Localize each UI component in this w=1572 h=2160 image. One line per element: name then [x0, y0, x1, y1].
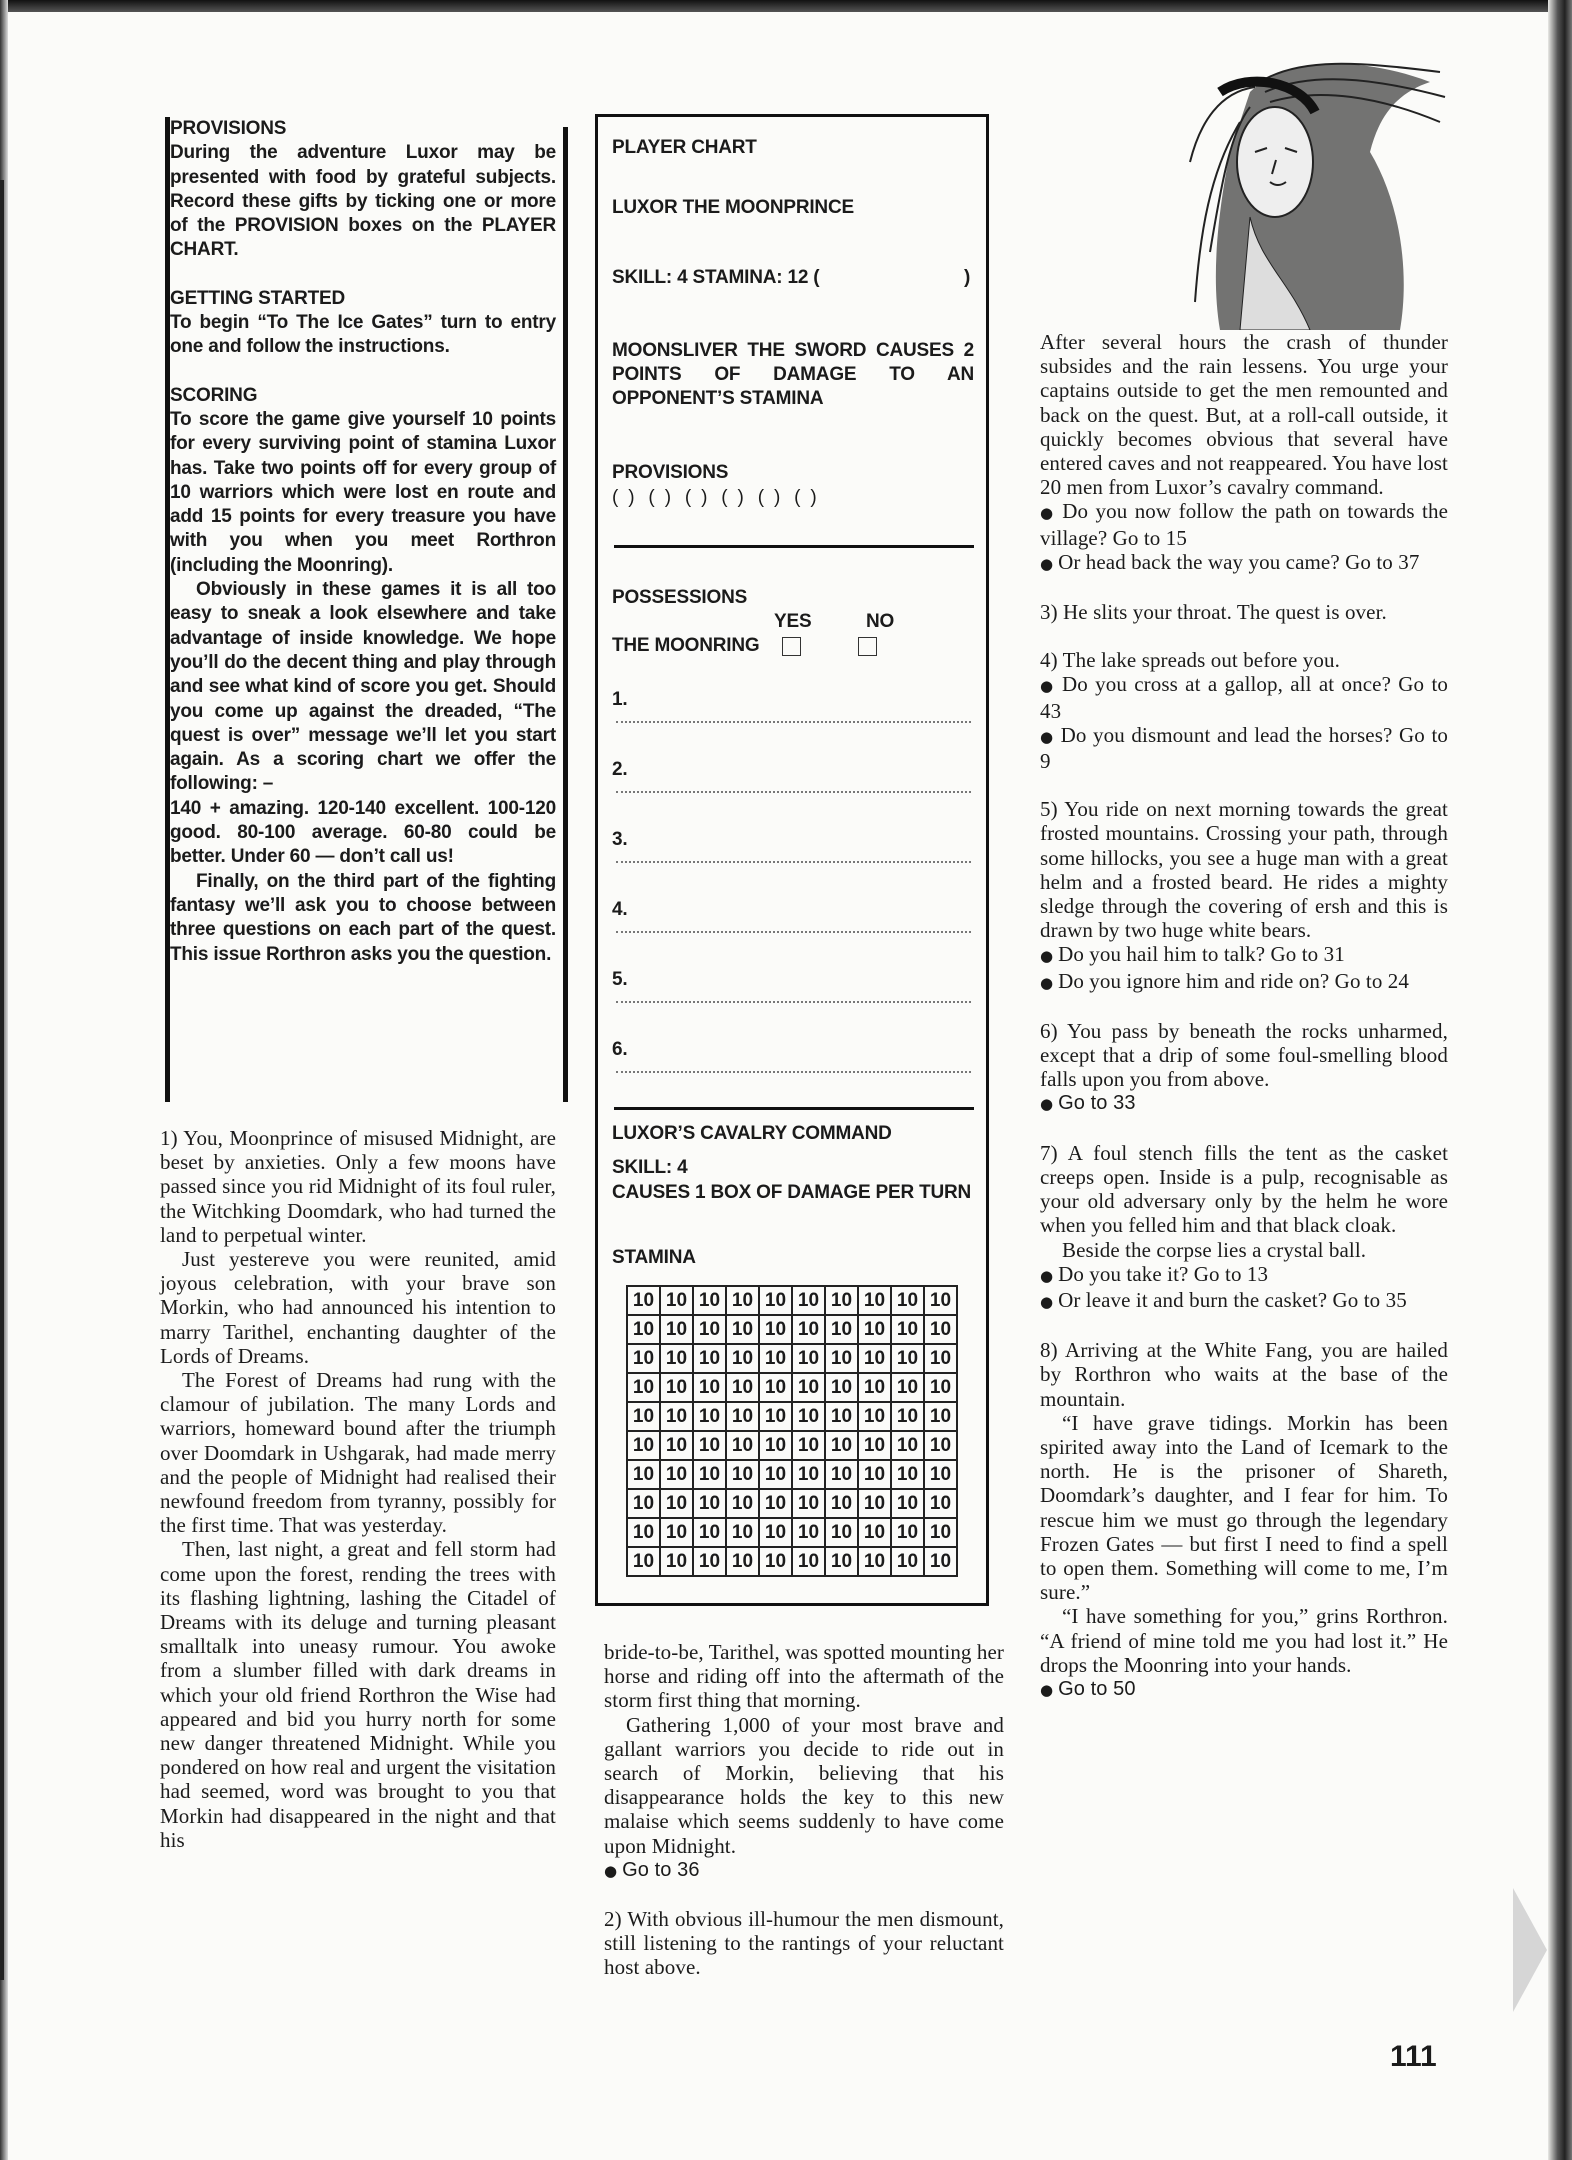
stamina-box[interactable]: 10: [792, 1344, 825, 1373]
stamina-box[interactable]: 10: [693, 1547, 726, 1576]
stamina-box[interactable]: 10: [660, 1518, 693, 1547]
stamina-box[interactable]: 10: [627, 1460, 660, 1489]
stamina-box[interactable]: 10: [759, 1344, 792, 1373]
stamina-box[interactable]: 10: [627, 1431, 660, 1460]
stamina-box[interactable]: 10: [660, 1489, 693, 1518]
stamina-box[interactable]: 10: [891, 1431, 924, 1460]
stamina-box[interactable]: 10: [660, 1460, 693, 1489]
stamina-box[interactable]: 10: [858, 1431, 891, 1460]
stamina-row: [627, 1402, 957, 1431]
story-paragraph: 7) A foul stench fills the tent as the casket creeps open. Inside is a pulp, recognisable as your old adversary only by the helm he wore when you felled him and that black cloak.: [1040, 1140, 1448, 1238]
story-paragraph: Beside the corpse lies a crystal ball.: [1062, 1237, 1367, 1262]
stamina-row: [627, 1344, 957, 1373]
stamina-box[interactable]: 10: [924, 1547, 957, 1576]
cavalry-title: LUXOR’S CAVALRY COMMAND: [612, 1123, 892, 1144]
choice-option: ● Do you ignore him and ride on? Go to 24: [1040, 969, 1448, 995]
stamina-box[interactable]: 10: [858, 1344, 891, 1373]
stamina-box[interactable]: 10: [759, 1402, 792, 1431]
stamina-box[interactable]: 10: [825, 1315, 858, 1344]
stamina-box[interactable]: 10: [660, 1547, 693, 1576]
stamina-row: [627, 1460, 957, 1489]
stamina-box[interactable]: 10: [858, 1402, 891, 1431]
stamina-box[interactable]: 10: [825, 1460, 858, 1489]
stamina-row: [627, 1547, 957, 1576]
stamina-box[interactable]: 10: [726, 1460, 759, 1489]
section-paragraph: To score the game give yourself 10 points for every surviving point of stamina Luxor has. Take two points off for every group of 10 warriors which were lost en route and add 15 points for every treasure you have with you when you meet Rorthron (including the Moonring).: [170, 408, 556, 576]
stamina-box[interactable]: 10: [726, 1344, 759, 1373]
stamina-box[interactable]: 10: [792, 1315, 825, 1344]
section-paragraph: 140 + amazing. 120-140 excellent. 100-120 good. 80-100 average. 60-80 could be better. Under 60 — don’t call us!: [170, 797, 556, 868]
stamina-box[interactable]: 10: [891, 1518, 924, 1547]
stamina-box[interactable]: 10: [825, 1373, 858, 1402]
stamina-box[interactable]: 10: [759, 1286, 792, 1315]
story-paragraph: The Forest of Dreams had rung with the clamour of jubilation. The many Lords and warriors, homeward bound after the triumph over Doomdark in Ushgarak, had made merry and the people of Midnight had realised their newfound freedom from tyranny, possibly for the first time. That was yesterday.: [160, 1368, 556, 1538]
stamina-box[interactable]: 10: [891, 1489, 924, 1518]
provisions-label: PROVISIONS: [612, 462, 729, 483]
possession-slot-line[interactable]: [616, 791, 971, 793]
possession-slot-line[interactable]: [616, 1071, 971, 1073]
possession-slot-number: 1.: [612, 689, 628, 710]
weapon-description: MOONSLIVER THE SWORD CAUSES 2 POINTS OF DAMAGE TO AN OPPONENT’S STAMINA: [612, 340, 974, 409]
stamina-box[interactable]: 10: [924, 1460, 957, 1489]
stamina-box[interactable]: 10: [726, 1431, 759, 1460]
stamina-box[interactable]: 10: [627, 1315, 660, 1344]
stamina-box[interactable]: 10: [891, 1402, 924, 1431]
provision-box[interactable]: ( ): [684, 487, 708, 508]
stamina-box[interactable]: 10: [726, 1489, 759, 1518]
stamina-box[interactable]: 10: [858, 1518, 891, 1547]
choice-option: ● Do you hail him to talk? Go to 31: [1040, 942, 1448, 968]
stamina-box[interactable]: 10: [627, 1518, 660, 1547]
stamina-box[interactable]: 10: [792, 1431, 825, 1460]
story-paragraph: Just yestereve you were reunited, amid joyous celebration, with your brave son Morkin, who had announced his intention to marry Tarithel, enchanting daughter of the Lords of Dreams.: [160, 1247, 556, 1368]
stamina-row: [627, 1431, 957, 1460]
choice-option: ● Or leave it and burn the casket? Go to 35: [1040, 1288, 1448, 1314]
moonring-no-checkbox[interactable]: [858, 637, 877, 656]
possession-slot-line[interactable]: [616, 861, 971, 863]
stamina-box[interactable]: 10: [726, 1286, 759, 1315]
possession-slot-line[interactable]: [616, 931, 971, 933]
instructions-text: [170, 117, 556, 991]
stamina-box[interactable]: 10: [924, 1431, 957, 1460]
stamina-box[interactable]: 10: [759, 1373, 792, 1402]
section-paragraph: To begin “To The Ice Gates” turn to entry one and follow the instructions.: [170, 312, 556, 358]
stamina-box[interactable]: 10: [924, 1315, 957, 1344]
stamina-box[interactable]: 10: [759, 1489, 792, 1518]
box-right-rule: [563, 127, 568, 1102]
stamina-box[interactable]: 10: [660, 1431, 693, 1460]
chart-divider: [614, 545, 974, 548]
stamina-box[interactable]: 10: [627, 1547, 660, 1576]
stamina-box[interactable]: 10: [693, 1286, 726, 1315]
story-paragraph: bride-to-be, Tarithel, was spotted mounting her horse and riding off into the aftermath of the storm first thing that morning.: [604, 1640, 1004, 1713]
stamina-box[interactable]: 10: [759, 1460, 792, 1489]
stamina-box[interactable]: 10: [660, 1286, 693, 1315]
provision-box[interactable]: ( ): [757, 487, 781, 508]
stamina-box[interactable]: 10: [792, 1460, 825, 1489]
story-paragraph: 6) You pass by beneath the rocks unharmed, except that a drip of some foul-smelling blood falls upon you from above.: [1040, 1018, 1448, 1092]
cavalry-damage: CAUSES 1 BOX OF DAMAGE PER TURN: [612, 1182, 972, 1203]
choice-option: ● Do you now follow the path on towards the village? Go to 15: [1040, 499, 1448, 549]
stamina-box[interactable]: 10: [792, 1402, 825, 1431]
stamina-box[interactable]: 10: [627, 1489, 660, 1518]
story-paragraph: Then, last night, a great and fell storm had come upon the forest, rending the trees with its flashing lightning, lashing the Citadel of Dreams with its deluge and turning pleasant smalltalk into uneasy rumour. You awoke from a slumber filled with dark dreams in which your old friend Rorthron the Wise had appeared and bid you hurry north for some new danger threatened Midnight. While you pondered on how real and urgent the visitation had seemed, word was brought to you that Morkin had disappeared in the night and that his: [160, 1537, 556, 1852]
stamina-box[interactable]: 10: [792, 1518, 825, 1547]
stamina-box[interactable]: 10: [759, 1315, 792, 1344]
instructions-box: [165, 117, 568, 1102]
stamina-box[interactable]: 10: [693, 1315, 726, 1344]
moonprince-illustration: [1100, 52, 1450, 330]
story-paragraph: 5) You ride on next morning towards the great frosted mountains. Crossing your path, through some hillocks, you see a huge man with a great helm and a frosted beard. He rides a mighty sledge through the covering of ersh and this is drawn by two huge white bears.: [1040, 797, 1448, 943]
stamina-box[interactable]: 10: [693, 1373, 726, 1402]
stamina-box[interactable]: 10: [891, 1344, 924, 1373]
character-name: LUXOR THE MOONPRINCE: [612, 197, 854, 218]
story-column-3: [1040, 330, 1448, 1702]
stamina-box[interactable]: 10: [627, 1402, 660, 1431]
chart-title: PLAYER CHART: [612, 137, 757, 158]
choice-option: ● Go to 33: [1040, 1091, 1448, 1116]
possession-slot-number: 5.: [612, 969, 628, 990]
player-chart: [595, 114, 989, 1606]
stamina-row: [627, 1518, 957, 1547]
stamina-box[interactable]: 10: [759, 1518, 792, 1547]
story-paragraph: “I have something for you,” grins Rorthron. “A friend of mine told me you had lost it.” He drops the Moonring into your hands.: [1040, 1604, 1448, 1677]
possessions-label: POSSESSIONS: [612, 587, 748, 608]
stamina-box[interactable]: 10: [693, 1489, 726, 1518]
choice-option: ● Or head back the way you came? Go to 37: [1040, 550, 1448, 576]
section-heading: SCORING: [170, 384, 258, 406]
chart-divider: [614, 1107, 974, 1110]
stamina-box[interactable]: 10: [858, 1373, 891, 1402]
stamina-box[interactable]: 10: [627, 1373, 660, 1402]
story-paragraph: 2) With obvious ill-humour the men dismount, still listening to the rantings of your reluctant host above.: [604, 1907, 1004, 1980]
stamina-box[interactable]: 10: [627, 1344, 660, 1373]
section-paragraph: Finally, on the third part of the fighting fantasy we’ll ask you to choose between three questions on each part of the quest. This issue Rorthron asks you the question.: [170, 870, 556, 965]
stamina-box[interactable]: 10: [726, 1547, 759, 1576]
choice-option: ● Go to 36: [604, 1858, 1004, 1883]
stamina-box[interactable]: 10: [660, 1315, 693, 1344]
stamina-box[interactable]: 10: [825, 1402, 858, 1431]
stamina-box[interactable]: 10: [726, 1315, 759, 1344]
stamina-box[interactable]: 10: [792, 1547, 825, 1576]
stamina-box[interactable]: 10: [825, 1547, 858, 1576]
stamina-box[interactable]: 10: [858, 1547, 891, 1576]
stamina-box[interactable]: 10: [660, 1344, 693, 1373]
possession-slot-line[interactable]: [616, 721, 971, 723]
stamina-box[interactable]: 10: [891, 1373, 924, 1402]
provisions-boxes: [612, 487, 831, 509]
stamina-label: STAMINA: [612, 1247, 696, 1268]
stamina-box[interactable]: 10: [924, 1373, 957, 1402]
story-paragraph: 4) The lake spreads out before you.: [1040, 648, 1340, 673]
choice-option: ● Do you cross at a gallop, all at once? Go to 43: [1040, 672, 1448, 722]
story-paragraph: 1) You, Moonprince of misused Midnight, are beset by anxieties. Only a few moons have passed since you rid Midnight of its foul ruler, the Witchking Doomdark, who had turned the land to perpetual winter.: [160, 1126, 556, 1247]
stamina-box[interactable]: 10: [693, 1402, 726, 1431]
story-paragraph: After several hours the crash of thunder subsides and the rain lessens. You urge your captains outside to get the men remounted and back on the quest. But, at a roll-call outside, it quickly becomes obvious that several have entered caves and not reappeared. You have lost 20 men from Luxor’s cavalry command.: [1040, 330, 1448, 500]
page-top-edge: [0, 0, 1572, 12]
story-paragraph: 8) Arriving at the White Fang, you are hailed by Rorthron who waits at the base of the mountain.: [1040, 1338, 1448, 1411]
stamina-box[interactable]: 10: [693, 1431, 726, 1460]
stamina-row: [627, 1489, 957, 1518]
moonring-yes-checkbox[interactable]: [782, 637, 801, 656]
stamina-box[interactable]: 10: [858, 1315, 891, 1344]
stamina-box[interactable]: 10: [891, 1547, 924, 1576]
story-paragraph: 3) He slits your throat. The quest is over.: [1040, 600, 1387, 625]
stamina-box[interactable]: 10: [726, 1402, 759, 1431]
stats-close-paren: ): [964, 267, 971, 288]
cavalry-skill: SKILL: 4: [612, 1157, 688, 1178]
stamina-box[interactable]: 10: [924, 1518, 957, 1547]
stamina-row: [627, 1315, 957, 1344]
stamina-box[interactable]: 10: [924, 1402, 957, 1431]
stamina-box[interactable]: 10: [693, 1460, 726, 1489]
stamina-box[interactable]: 10: [924, 1344, 957, 1373]
story-column-1: [160, 1126, 556, 1852]
possession-slot-number: 4.: [612, 899, 628, 920]
section-paragraph: Obviously in these games it is all too easy to sneak a look elsewhere and take advantage of inside knowledge. We hope you’ll do the decent thing and play through and see what kind of score you get. Should you come up against the dreaded, “The quest is over” message we’ll let you start again. As a scoring chart we offer the following: –: [170, 579, 556, 795]
stamina-box[interactable]: 10: [924, 1286, 957, 1315]
possession-slot-number: 2.: [612, 759, 628, 780]
stamina-box[interactable]: 10: [693, 1518, 726, 1547]
stamina-box[interactable]: 10: [660, 1373, 693, 1402]
stamina-box[interactable]: 10: [693, 1344, 726, 1373]
choice-option: ● Go to 50: [1040, 1677, 1448, 1702]
stamina-box[interactable]: 10: [858, 1489, 891, 1518]
no-label: NO: [866, 611, 895, 632]
stamina-grid: [626, 1285, 958, 1577]
stamina-box[interactable]: 10: [825, 1286, 858, 1315]
provision-box[interactable]: ( ): [721, 487, 744, 508]
stamina-box[interactable]: 10: [825, 1489, 858, 1518]
section-heading: GETTING STARTED: [170, 287, 346, 309]
stamina-box[interactable]: 10: [726, 1373, 759, 1402]
stamina-box[interactable]: 10: [858, 1460, 891, 1489]
page-number: 111: [1390, 2040, 1437, 2073]
provision-box[interactable]: ( ): [612, 487, 635, 508]
stamina-box[interactable]: 10: [759, 1431, 792, 1460]
instruction-section: [170, 384, 556, 967]
stamina-box[interactable]: 10: [891, 1315, 924, 1344]
possession-slot-number: 3.: [612, 829, 628, 850]
story-column-2: [604, 1640, 1004, 1980]
stamina-box[interactable]: 10: [660, 1402, 693, 1431]
stamina-box[interactable]: 10: [891, 1286, 924, 1315]
story-paragraph: “I have grave tidings. Morkin has been spirited away into the Land of Icemark to the north. He is the prisoner of Shareth, Doomdark’s daughter, and I fear for him. To rescue him we must go through the legendary Frozen Gates — but first I need to find a spell to open them. Something will come to me, I’m sure.”: [1040, 1410, 1448, 1605]
stamina-box[interactable]: 10: [627, 1286, 660, 1315]
character-stats: SKILL: 4 STAMINA: 12 (: [612, 267, 820, 288]
instruction-section: [170, 287, 556, 360]
stamina-box[interactable]: 10: [726, 1518, 759, 1547]
section-heading: PROVISIONS: [170, 118, 287, 139]
choice-option: ● Do you dismount and lead the horses? Go to 9: [1040, 723, 1448, 773]
stamina-box[interactable]: 10: [891, 1460, 924, 1489]
stamina-row: [627, 1286, 957, 1315]
stamina-box[interactable]: 10: [825, 1431, 858, 1460]
stamina-box[interactable]: 10: [825, 1344, 858, 1373]
stamina-box[interactable]: 10: [858, 1286, 891, 1315]
possession-slot-number: 6.: [612, 1039, 628, 1060]
stamina-box[interactable]: 10: [792, 1489, 825, 1518]
moonring-label: THE MOONRING: [612, 635, 760, 656]
instruction-section: [170, 117, 556, 263]
story-paragraph: Gathering 1,000 of your most brave and gallant warriors you decide to ride out in search of Morkin, believing that his disappearance holds the key to this new malaise which seems suddenly to have come upon Midnight.: [604, 1712, 1004, 1858]
stamina-row: [627, 1373, 957, 1402]
stamina-box[interactable]: 10: [792, 1286, 825, 1315]
stamina-box[interactable]: 10: [792, 1373, 825, 1402]
yes-label: YES: [774, 611, 812, 632]
page-binding-edge: [1548, 0, 1572, 2160]
page-left-shadow: [0, 180, 4, 1980]
provision-box[interactable]: ( ): [648, 487, 671, 508]
provision-box[interactable]: ( ): [794, 487, 817, 508]
choice-option: ● Do you take it? Go to 13: [1040, 1262, 1448, 1288]
stamina-box[interactable]: 10: [759, 1547, 792, 1576]
stamina-box[interactable]: 10: [924, 1489, 957, 1518]
stamina-box[interactable]: 10: [825, 1518, 858, 1547]
section-paragraph: During the adventure Luxor may be presented with food by grateful subjects. Record these gifts by ticking one or more of the PROVISION boxes on the PLAYER CHART.: [170, 142, 556, 261]
next-page-arrow-icon: [1513, 1888, 1547, 2012]
possession-slot-line[interactable]: [616, 1001, 971, 1003]
